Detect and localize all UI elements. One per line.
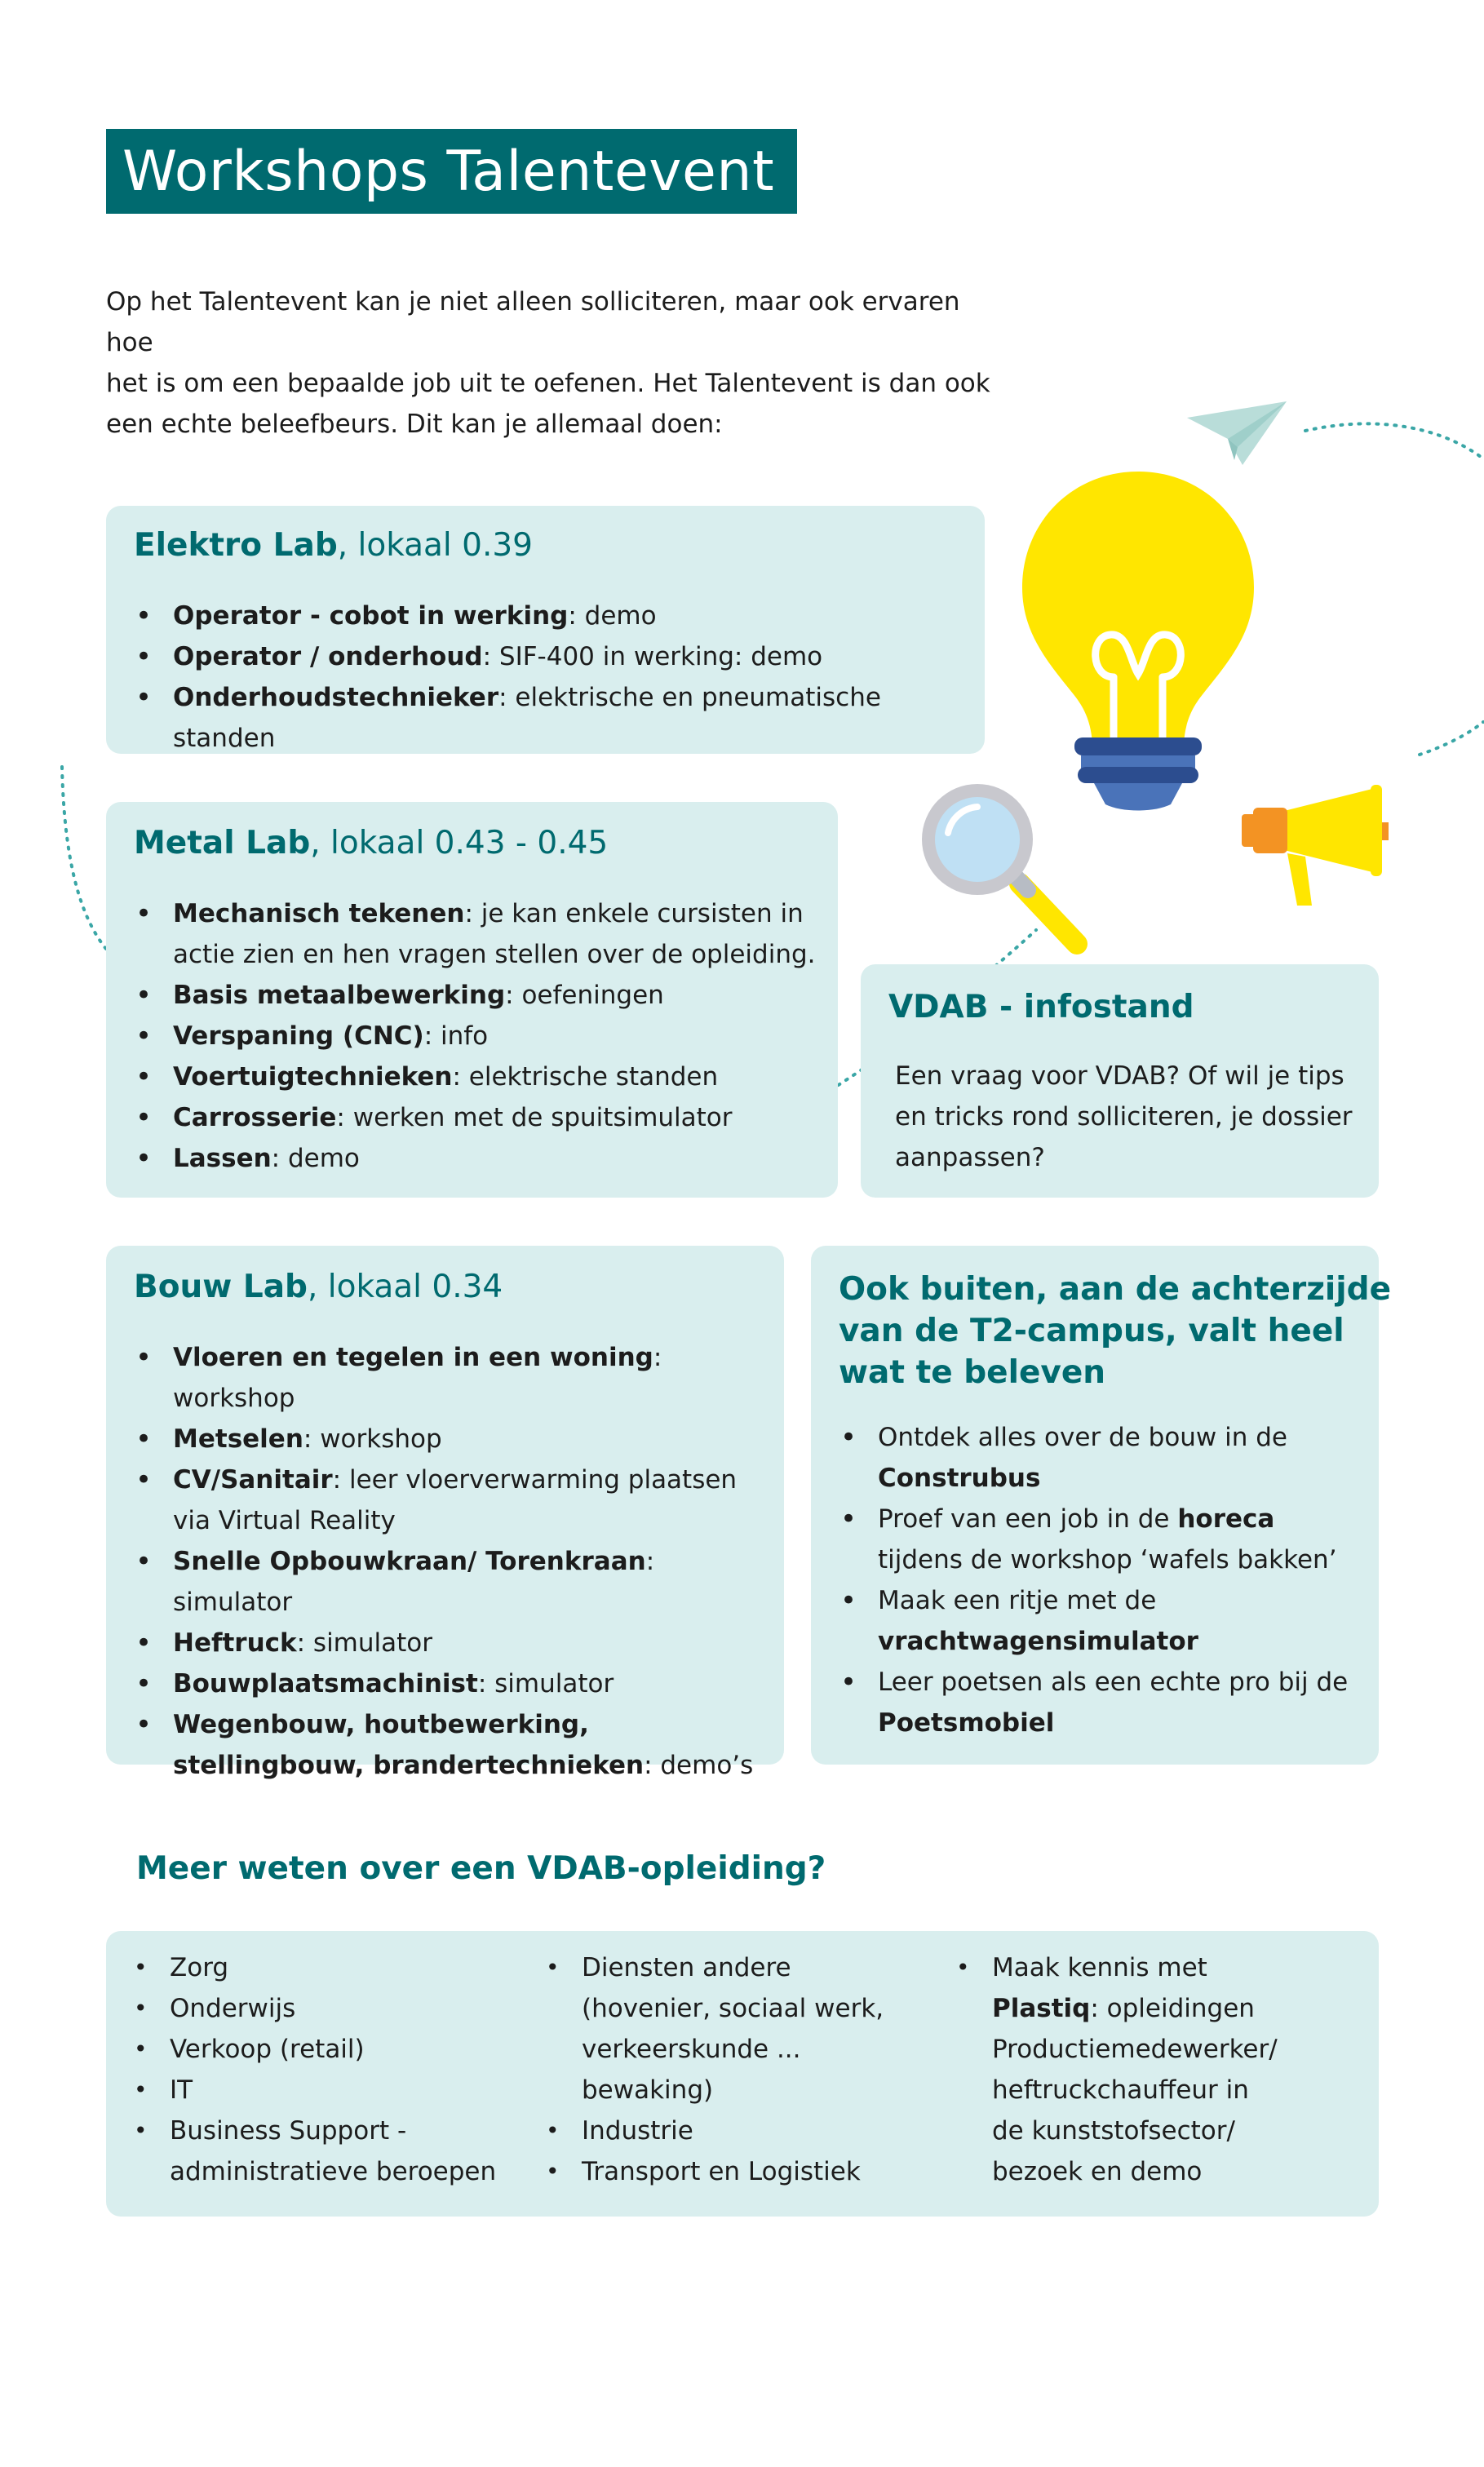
list-item: • Onderhoudstechnieker: elektrische en pneumatische standen: [106, 677, 979, 759]
list-item: • Mechanisch tekenen: je kan enkele cursisten in actie zien en hen vragen stellen over de opleiding.: [106, 893, 824, 975]
elektro-lab-location: , lokaal 0.39: [337, 527, 533, 564]
list-item: • Snelle Opbouwkraan/ Torenkraan: simulator: [106, 1541, 759, 1623]
megaphone-icon: [1240, 783, 1395, 922]
list-item: • Business Support - administratieve beroepen: [106, 2110, 522, 2192]
intro-line: het is om een bepaalde job uit te oefenen. Het Talentevent is dan ook: [106, 369, 990, 398]
meer-col3-list: [928, 1947, 1279, 2192]
list-item: • Vloeren en tegelen in een woning: workshop: [106, 1337, 759, 1419]
vdab-infostand-text: Een vraag voor VDAB? Of wil je tips en tricks rond solliciteren, je dossier aanpassen?: [895, 1061, 1353, 1172]
list-item: • Proef van een job in de horeca tijdens de workshop ‘wafels bakken’: [811, 1499, 1366, 1580]
metal-lab-name: Metal Lab: [134, 825, 311, 861]
list-item: • Onderwijs: [106, 1988, 522, 2029]
buiten-card: [811, 1246, 1392, 1765]
dotted-path-right: [1420, 722, 1483, 755]
intro-text: [106, 281, 1012, 445]
vdab-infostand-title: VDAB - infostand: [888, 989, 1194, 1025]
list-item: • Maak kennis met Plastiq: opleidingen Productiemedewerker/ heftruckchauffeur in de kunststofsector/ bezoek en demo: [928, 1947, 1279, 2192]
list-item: • Voertuigtechnieken: elektrische standen: [106, 1056, 824, 1097]
list-item: • Metselen: workshop: [106, 1419, 759, 1459]
list-item: • Bouwplaatsmachinist: simulator: [106, 1663, 759, 1704]
list-item: • Verspaning (CNC): info: [106, 1016, 824, 1056]
buiten-list: [811, 1417, 1366, 1743]
intro-line: een echte beleefbeurs. Dit kan je allemaal doen:: [106, 410, 723, 439]
list-item: • Diensten andere (hovenier, sociaal werk, verkeerskunde ... bewaking): [518, 1947, 918, 2110]
dotted-path-top: [1305, 423, 1481, 457]
list-item: • Zorg: [106, 1947, 522, 1988]
list-item: • Operator / onderhoud: SIF-400 in werking: demo: [106, 636, 979, 677]
list-item: • Verkoop (retail): [106, 2029, 522, 2070]
list-item: • Basis metaalbewerking: oefeningen: [106, 975, 824, 1016]
elektro-lab-card: [106, 506, 985, 754]
vdab-infostand-card: [861, 964, 1379, 1198]
elektro-lab-title: [134, 527, 533, 564]
bouw-lab-list: [106, 1337, 759, 1786]
metal-lab-list: [106, 893, 824, 1179]
page-title: Workshops Talentevent: [122, 139, 775, 204]
list-item: • Industrie: [518, 2110, 918, 2151]
intro-line: Op het Talentevent kan je niet alleen solliciteren, maar ook ervaren hoe: [106, 287, 960, 357]
list-item: • Lassen: demo: [106, 1138, 824, 1179]
lightbulb-icon: [1016, 457, 1260, 816]
list-item: • Wegenbouw, houtbewerking, stellingbouw, brandertechnieken: demo’s: [106, 1704, 759, 1786]
meer-col2-list: [518, 1947, 918, 2192]
bouw-lab-title: [134, 1269, 503, 1305]
bouw-lab-card: [106, 1246, 784, 1780]
list-item: • Maak een ritje met de vrachtwagensimulator: [811, 1580, 1366, 1662]
bouw-lab-location: , lokaal 0.34: [307, 1269, 503, 1305]
list-item: • Operator - cobot in werking: demo: [106, 596, 979, 636]
metal-lab-card: [106, 802, 838, 1198]
meer-col1-list: [106, 1947, 522, 2192]
meer-weten-title: Meer weten over een VDAB-opleiding?: [136, 1850, 826, 1887]
title-banner: [106, 129, 797, 214]
elektro-lab-name: Elektro Lab: [134, 527, 338, 564]
list-item: • IT: [106, 2070, 522, 2110]
list-item: • Transport en Logistiek: [518, 2151, 918, 2192]
list-item: • Ontdek alles over de bouw in de Construbus: [811, 1417, 1366, 1499]
list-item: • CV/Sanitair: leer vloerverwarming plaatsen via Virtual Reality: [106, 1459, 759, 1541]
buiten-title: Ook buiten, aan de achterzijde van de T2-campus, valt heel wat te beleven: [839, 1271, 1392, 1391]
meer-weten-card: [106, 1931, 1379, 2217]
list-item: • Leer poetsen als een echte pro bij de Poetsmobiel: [811, 1662, 1366, 1743]
elektro-lab-list: [106, 596, 979, 759]
metal-lab-title: [134, 825, 608, 861]
metal-lab-location: , lokaal 0.43 - 0.45: [310, 825, 609, 861]
bouw-lab-name: Bouw Lab: [134, 1269, 308, 1305]
list-item: • Heftruck: simulator: [106, 1623, 759, 1663]
magnifier-icon: [914, 779, 1093, 959]
list-item: • Carrosserie: werken met de spuitsimulator: [106, 1097, 824, 1138]
